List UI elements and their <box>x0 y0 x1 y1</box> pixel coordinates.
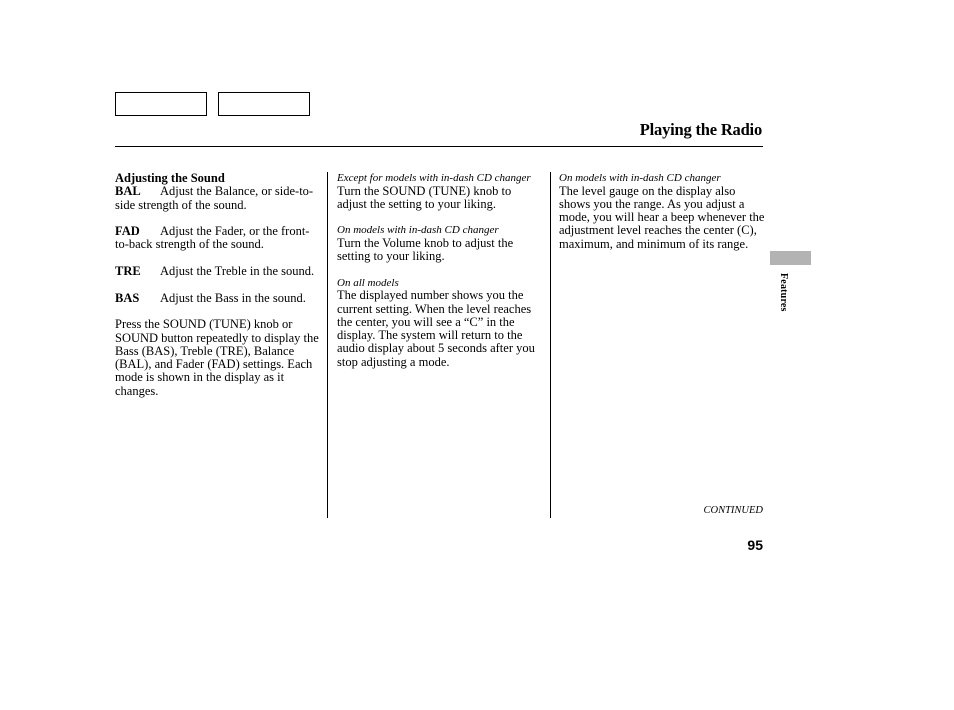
model-note: Except for models with in-dash CD changer <box>337 172 531 184</box>
body-paragraph: Press the SOUND (TUNE) knob or SOUND button repeatedly to display the Bass (BAS), Treble (TRE), Balance (BAL), and Fader (FAD) settings. Each mode is shown in the display as it changes. <box>115 317 319 398</box>
model-note: On models with in-dash CD changer <box>559 172 721 184</box>
term-item-bal <box>115 185 321 212</box>
continued-label: CONTINUED <box>703 505 763 516</box>
nav-box-1[interactable] <box>115 92 207 116</box>
term-label: BAL <box>115 184 141 199</box>
column-3 <box>559 172 765 251</box>
body-paragraph: Turn the Volume knob to adjust the setting to your liking. <box>337 235 514 264</box>
term-label: BAS <box>115 290 140 305</box>
term-description: Adjust the Bass in the sound. <box>160 290 306 305</box>
term-label: TRE <box>115 264 141 279</box>
term-label: FAD <box>115 224 140 239</box>
term-description: Adjust the Fader, or the front-to-back strength of the sound. <box>115 224 310 252</box>
term-item-tre <box>115 265 321 278</box>
term-description: Adjust the Treble in the sound. <box>160 264 315 279</box>
column-1 <box>115 172 321 398</box>
body-paragraph: The level gauge on the display also shows you the range. As you adjust a mode, you will hear a beep whenever the adjustment level reaches the center (C), maximum, and minimum of its range. <box>559 183 765 251</box>
section-heading: Adjusting the Sound <box>115 171 225 185</box>
term-description: Adjust the Balance, or side-to-side strength of the sound. <box>115 184 314 212</box>
term-item-fad <box>115 225 321 252</box>
section-tab-label: Features <box>778 273 789 312</box>
term-item-bas <box>115 292 321 305</box>
column-divider-2 <box>550 172 551 518</box>
title-rule <box>115 146 763 147</box>
model-note: On models with in-dash CD changer <box>337 224 499 237</box>
section-tab[interactable] <box>770 251 811 265</box>
body-paragraph: Turn the SOUND (TUNE) knob to adjust the setting to your liking. <box>337 183 512 211</box>
column-divider-1 <box>327 172 328 518</box>
body-paragraph: The displayed number shows you the current setting. When the level reaches the center, you will see a “C” in the display. The system will return to the audio display about 5 seconds after you stop adjusting a mode. <box>337 288 535 369</box>
column-2 <box>337 172 543 369</box>
model-note: On all models <box>337 276 399 289</box>
nav-box-2[interactable] <box>218 92 310 116</box>
page-title: Playing the Radio <box>639 120 762 139</box>
page-number: 95 <box>747 537 763 553</box>
